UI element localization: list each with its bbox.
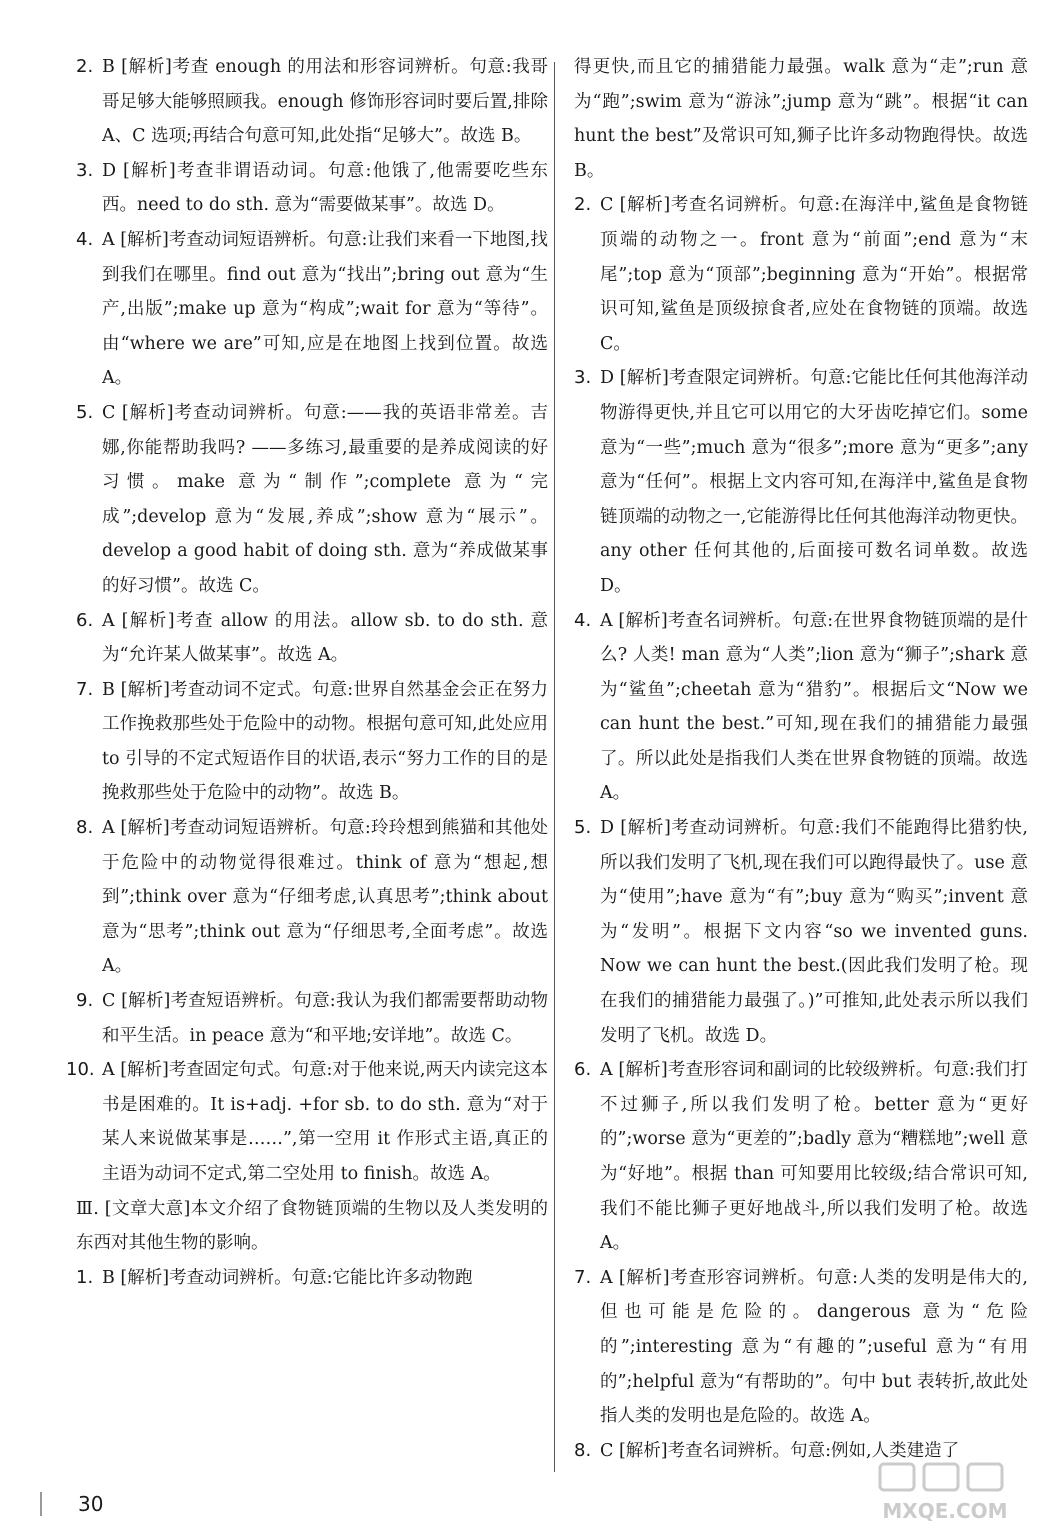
answer-item: [62, 1261, 548, 1296]
item-text: C [解析]考查短语辨析。句意:我认为我们都需要帮助动物和平生活。in peace 意为“和平地;安详地”。故选 C。: [102, 991, 548, 1046]
footer-mark: [40, 1492, 42, 1516]
answer-item: [62, 154, 548, 223]
item-number: 10.: [66, 1059, 95, 1081]
answer-item: [62, 673, 548, 811]
answer-item: [560, 811, 1028, 1053]
answer-item: [560, 188, 1028, 361]
item-number: 1.: [76, 1266, 94, 1288]
right-column: [560, 50, 1028, 1468]
item-text: D [解析]考查限定词辨析。句意:它能比任何其他海洋动物游得更快,并且它可以用它的大牙齿吃掉它们。some 意为“一些”;much 意为“很多”;more 意为“更多”;any 意为“任何”。根据上文内容可知,在海洋中,鲨鱼是食物链顶端的动物之一,它能游得比任何其他海洋动物更快。any other 任何其他的,后面接可数名词单数。故选 D。: [600, 368, 1028, 596]
item-number: 3.: [76, 159, 94, 181]
item-number: 8.: [574, 1439, 592, 1461]
item-text: A [解析]考查 allow 的用法。allow sb. to do sth. 意为“允许某人做某事”。故选 A。: [102, 610, 548, 666]
item-text: Ⅲ. [文章大意]本文介绍了食物链顶端的生物以及人类发明的东西对其他生物的影响。: [76, 1198, 548, 1254]
answer-item: [62, 50, 548, 154]
answer-item: [62, 223, 548, 396]
item-number: 4.: [76, 228, 94, 250]
answer-item: [560, 361, 1028, 603]
item-text: B [解析]考查 enough 的用法和形容词辨析。句意:我哥哥足够大能够照顾我。enough 修饰形容词时要后置,排除 A、C 选项;再结合句意可知,此处指“足够大”。故选 B。: [102, 57, 548, 147]
answer-item: [62, 811, 548, 984]
item-number: 7.: [574, 1266, 592, 1288]
answer-item: [62, 396, 548, 604]
item-number: 4.: [574, 609, 592, 631]
item-text: A [解析]考查形容词和副词的比较级辨析。句意:我们打不过狮子,所以我们发明了枪。better 意为“更好的”;worse 意为“更差的”;badly 意为“糟糕地”;well 意为“好地”。根据 than 可知要用比较级;结合常识可知,我们不能比狮子更好地战斗,所以我们发明了枪。故选 A。: [600, 1060, 1028, 1254]
answer-item: [560, 1261, 1028, 1434]
item-text: 得更快,而且它的捕猎能力最强。walk 意为“走”;run 意为“跑”;swim 意为“游泳”;jump 意为“跳”。根据“it can hunt the best”及常识可知,狮子比许多动物跑得快。故选 B。: [574, 57, 1028, 181]
item-text: A [解析]考查动词短语辨析。句意:让我们来看一下地图,找到我们在哪里。find out 意为“找出”;bring out 意为“生产,出版”;make up 意为“构成”;wait for 意为“等待”。由“where we are”可知,应是在地图上找到位置。故选 A。: [102, 229, 548, 389]
item-text: A [解析]考查名词辨析。句意:在世界食物链顶端的是什么? 人类! man 意为“人类”;lion 意为“狮子”;shark 意为“鲨鱼”;cheetah 意为“猎豹”。根据后文“Now we can hunt the best.”可知,现在我们的捕猎能力最强了。所以此处是指我们人类在世界食物链的顶端。故选 A。: [600, 610, 1028, 804]
answer-item: [560, 604, 1028, 812]
item-text: D [解析]考查非谓语动词。句意:他饿了,他需要吃些东西。need to do sth. 意为“需要做某事”。故选 D。: [102, 160, 548, 216]
item-text: C [解析]考查名词辨析。句意:例如,人类建造了: [600, 1440, 960, 1461]
item-number: 2.: [574, 194, 592, 216]
column-divider: [554, 62, 555, 1472]
answer-continuation: [560, 50, 1028, 188]
item-number: 3.: [574, 367, 592, 389]
watermark-logo: [870, 1460, 1020, 1526]
answer-item: [62, 604, 548, 673]
item-number: 5.: [76, 401, 94, 423]
item-number: 5.: [574, 817, 592, 839]
item-text: B [解析]考查动词辨析。句意:它能比许多动物跑: [102, 1267, 473, 1288]
item-text: A [解析]考查形容词辨析。句意:人类的发明是伟大的,但也可能是危险的。dangerous 意为“危险的”;interesting 意为“有趣的”;useful 意为“有用的”;helpful 意为“有帮助的”。句中 but 表转折,故此处指人类的发明也是危险的。故选 A。: [600, 1267, 1028, 1427]
item-number: 6.: [574, 1059, 592, 1081]
item-text: B [解析]考查动词不定式。句意:世界自然基金会正在努力工作挽救那些处于危险中的动物。根据句意可知,此处应用 to 引导的不定式短语作目的状语,表示“努力工作的目的是挽救那些处于危险中的动物”。故选 B。: [102, 679, 548, 804]
item-text: A [解析]考查动词短语辨析。句意:玲玲想到熊猫和其他处于危险中的动物觉得很难过。think of 意为“想起,想到”;think over 意为“仔细考虑,认真思考”;think about 意为“思考”;think out 意为“仔细思考,全面考虑”。故选 A。: [102, 818, 548, 977]
section-summary: [62, 1192, 548, 1261]
watermark-text: MXQE.COM: [882, 1499, 1008, 1523]
answer-item: [62, 984, 548, 1053]
item-number: 7.: [76, 678, 94, 700]
page-number: 30: [78, 1492, 104, 1516]
item-number: 8.: [76, 817, 94, 839]
left-column: [62, 50, 548, 1295]
item-number: 9.: [76, 990, 94, 1012]
item-text: C [解析]考查名词辨析。句意:在海洋中,鲨鱼是食物链顶端的动物之一。front 意为“前面”;end 意为“末尾”;top 意为“顶部”;beginning 意为“开始”。根据常识可知,鲨鱼是顶级掠食者,应处在食物链的顶端。故选 C。: [600, 195, 1028, 354]
item-number: 6.: [76, 609, 94, 631]
item-text: A [解析]考查固定句式。句意:对于他来说,两天内读完这本书是困难的。It is+adj. +for sb. to do sth. 意为“对于某人来说做某事是……”,第一空用 it 作形式主语,真正的主语为动词不定式,第二空处用 to finish。故选 A。: [102, 1060, 548, 1184]
answer-item: [560, 1053, 1028, 1261]
item-number: 2.: [76, 56, 94, 77]
item-text: D [解析]考查动词辨析。句意:我们不能跑得比猎豹快,所以我们发明了飞机,现在我们可以跑得最快了。use 意为“使用”;have 意为“有”;buy 意为“购买”;invent 意为“发明”。根据下文内容“so we invented guns. Now we can hunt the best.(因此我们发明了枪。现在我们的捕猎能力最强了。)”可推知,此处表示所以我们发明了飞机。故选 D。: [600, 818, 1028, 1046]
answer-item: [62, 1053, 548, 1191]
item-text: C [解析]考查动词辨析。句意:——我的英语非常差。吉娜,你能帮助我吗? ——多练习,最重要的是养成阅读的好习惯。make 意为“制作”;complete 意为“完成”;develop 意为“发展,养成”;show 意为“展示”。develop a good habit of doing sth. 意为“养成做某事的好习惯”。故选 C。: [102, 402, 548, 596]
